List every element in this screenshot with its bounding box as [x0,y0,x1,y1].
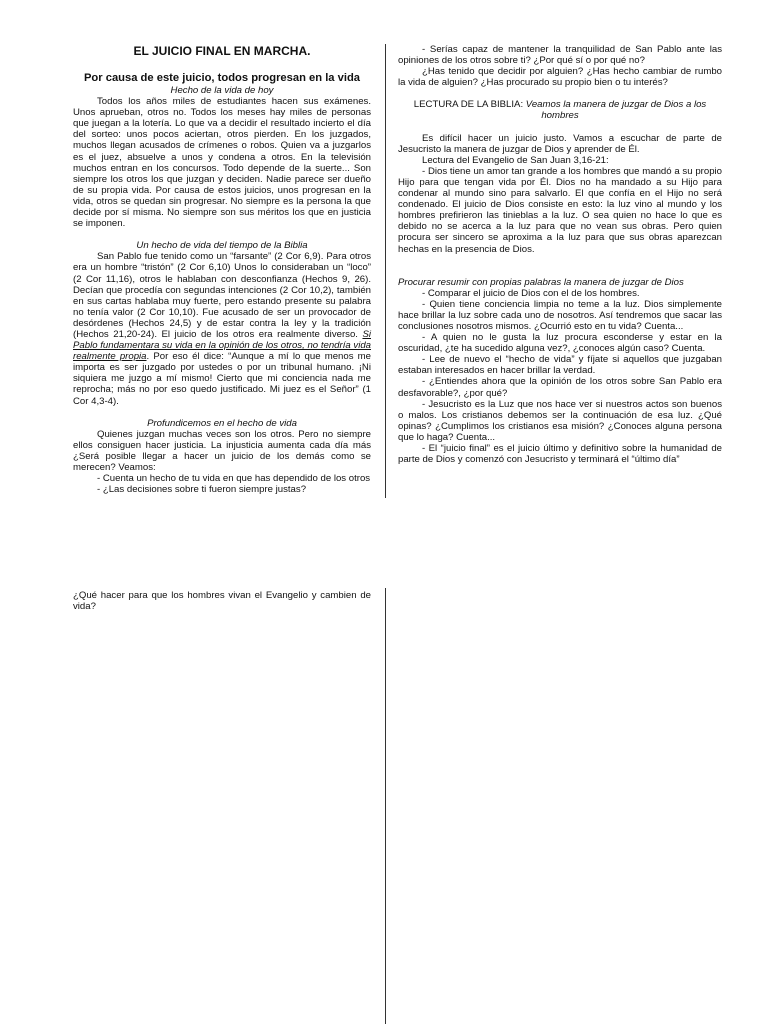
section3-heading: Profundicemos en el hecho de vida [147,417,297,429]
page-subtitle: Por causa de este juicio, todos progresan en la vida [83,72,361,84]
section3-item: - ¿Las decisiones sobre ti fueron siempre justas? [97,484,307,496]
right-column [398,44,722,465]
section2-underlined: Si Pablo fundamentara su vida en la opinión de los otros, no tendría vida realmente propia [73,328,371,363]
intro-item: ¿Has tenido que decidir por alguien? ¿Has hecho cambiar de rumbo la vida de alguien? ¿Has procurado su propio bien o tu interés? [398,66,722,89]
column-divider-bottom [385,588,386,1024]
section2-text-b: . Por eso él dice: “Aunque a mí lo que menos me importa es ser juzgado por ustedes o por un tribunal humano. ¡Ni siquiera me juzgo a mí mismo! Cierto que mi conciencia nada me reprocha; más no por eso quedo justificado. Mi juez es el Señor” (1 Cor 4,3-4). [73,351,371,407]
section2-text [73,251,371,406]
bottom-question: ¿Qué hacer para que los hombres vivan el Evangelio y cambien de vida? [73,590,371,613]
summary-heading: Procurar resumir con propias palabras la manera de juzgar de Dios [398,276,684,288]
bible-text-intro: Es difícil hacer un juicio justo. Vamos a escuchar de parte de Jesucristo la manera de juzgar de Dios y aprender de Él. [398,132,722,155]
summary-item: - A quien no le gusta la luz procura esconderse y estar en la oscuridad, ¿te ha sucedido alguna vez?, ¿conoces algún caso? Cuenta. [398,332,722,355]
section3-text: Quienes juzgan muchas veces son los otros. Pero no siempre ellos consiguen hacer justicia. La injusticia aumenta cada día más ¿Será posible llegar a hacer un juicio de los demás como se merecen? Veamos: [73,428,371,473]
left-column-bottom [73,590,371,612]
section2-heading: Un hecho de vida del tiempo de la Biblia [136,240,308,252]
summary-item: - El “juicio final” es el juicio último y definitivo sobre la humanidad de parte de Dios y comenzó con Jesucristo y terminará el “último día” [398,443,722,466]
summary-item: - ¿Entiendes ahora que la opinión de los otros sobre San Pablo era desfavorable?, ¿por qué? [398,376,722,399]
section3-item: - Cuenta un hecho de tu vida en que has dependido de los otros [97,473,371,485]
bible-reading-ref: Lectura del Evangelio de San Juan 3,16-21: [422,154,609,166]
section2-text-a: San Pablo fue tenido como un “farsante” (2 Cor 6,9). Para otros era un hombre “tristón” (2 Cor 6,10) Unos lo consideraban un “loco” (2 Cor 11,16), otros le hablaban con desconfianza (Hechos 9, 26). Decían que procedía con segundas intenciones (2 Cor 10,2), también en sus cartas hablaba muy fuerte, pero estando presente su palabra no tenía valor (2 Cor 10,10). Fue acusado de ser un provocador de desórdenes (Hechos 24,5) y de estar contra la ley y la tradición (Hechos 21,20-24). El juicio de los otros era realmente diverso. [73,251,371,340]
summary-item: - Quien tiene conciencia limpia no teme a la luz. Dios simplemente hace brillar la luz sobre cada uno de nosotros. Así tendremos que sacar las conclusiones nosotros mismos. ¿Ocurrió esto en tu vida? Cuenta... [398,298,722,332]
intro-item: - Serías capaz de mantener la tranquilidad de San Pablo ante las opiniones de los otros sobre ti? ¿Por qué sí o por qué no? [398,44,722,67]
page-title: EL JUICIO FINAL EN MARCHA. [133,44,311,58]
bible-heading [398,99,722,121]
column-divider-top [385,44,386,498]
section1-heading: Hecho de la vida de hoy [170,85,274,96]
section1-text: Todos los años miles de estudiantes hacen sus exámenes. Unos aprueban, otros no. Todos los meses hay miles de personas que juegan a la lotería. Lo que va a decidir el resultado incierto el día del sorteo: unos pocos aciertan, otros pierden. En los juzgados, muchos llegan acusados de crímenes o robos. Quien va a juzgarlos es el juez, absuelve a unos y condena a otros. En la televisión muchos entran en los concursos. Todo depende de la suerte... Son siempre los otros los que juzgan y deciden. Nadie parece ser dueño de su propia vida. Por causa de estos juicios, unos progresan en la vida, otros se quedan sin progresar. No siempre es la persona la que decide por sí misma. No siempre son sus méritos los que en justicia se imponen. [73,96,371,230]
left-column [73,44,371,495]
bible-heading-prefix: LECTURA DE LA BIBLIA: [413,99,526,111]
summary-item: - Jesucristo es la Luz que nos hace ver si nuestros actos son buenos o malos. Los cristianos debemos ser la continuación de esa luz. ¿Qué opinas? ¿Cumplimos los cristianos esa misión? ¿Conoces alguna persona que lo haga? Cuenta... [398,398,722,443]
summary-item: - Lee de nuevo el “hecho de vida” y fíjate si aquellos que juzgaban estaban interesados en hacer brillar la verdad. [398,354,722,377]
bible-reading-text: - Dios tiene un amor tan grande a los hombres que mandó a su propio Hijo para que tengan vida por Él. Dios no ha mandado a su Hijo para condenar al mundo sino para salvarlo. El que confía en el Hijo no será condenado. El juicio de Dios consiste en esto: la luz vino al mundo y los hombres prefirieron las tinieblas a la luz. O sea quien no hace lo que es debido no se acerca a la luz para que no vean sus obras. Pero quien procura ser sincero se aproxima a la luz para que sus obras aparezcan hechas en la presencia de Dios. [398,165,722,255]
bible-heading-italic: Veamos la manera de juzgar de Dios a los hombres [525,99,707,122]
summary-item: - Comparar el juicio de Dios con el de los hombres. [422,287,640,299]
